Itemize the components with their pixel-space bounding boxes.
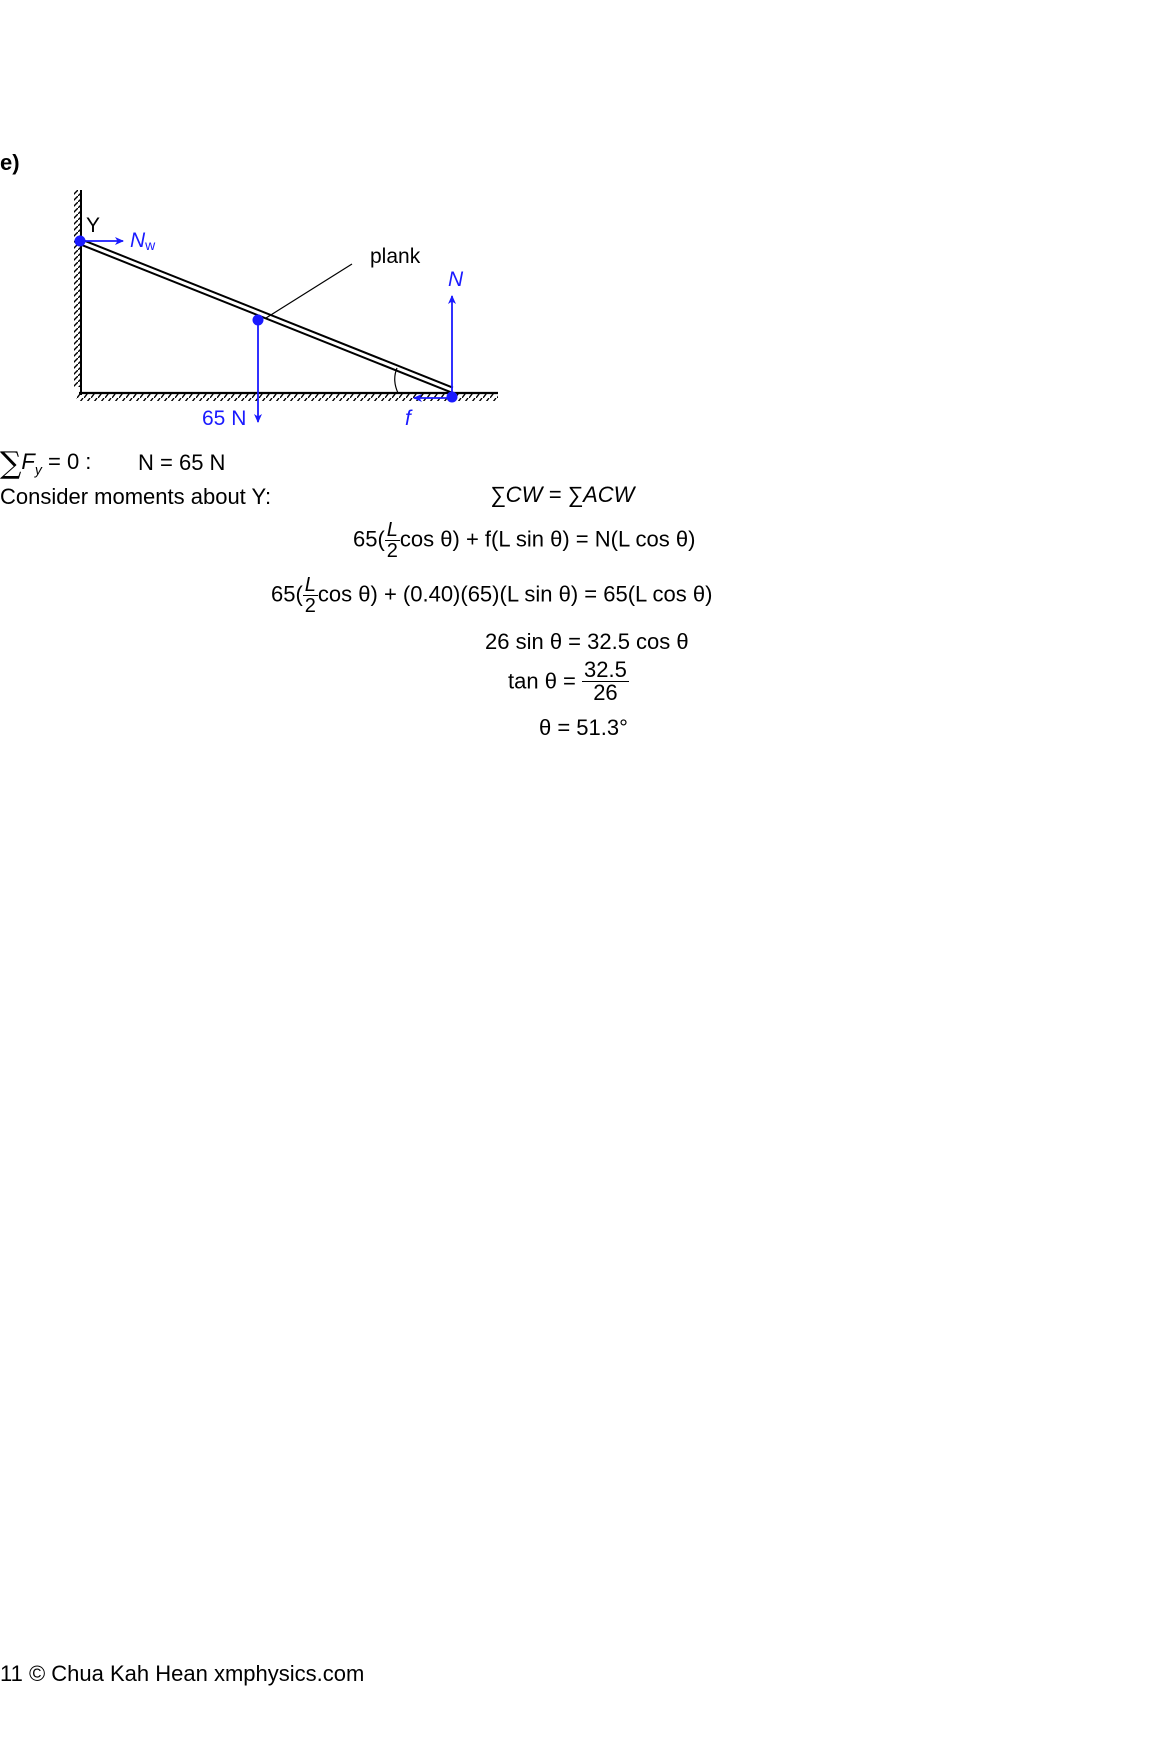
normal-force-label: N [448,268,464,291]
tan-lhs: tan θ = [508,668,576,694]
page-footer: 11 © Chua Kah Hean xmphysics.com [0,1661,365,1686]
moment-equation-1 [353,520,695,561]
eq1-suffix: cos θ) + f(L sin θ) = N(L cos θ) [399,526,696,552]
cw-acw-equation: ∑CW = ∑ACW [490,482,635,507]
eq2-frac-num: L [304,574,316,596]
eq1-frac-num: L [386,519,398,541]
wall-force-label: Nw [130,229,156,253]
tan-equation [508,659,629,704]
normal-result: N = 65 N [138,450,226,475]
sum-fy-equation: $\sum F_y = 0$ : [0,446,92,481]
eq2-suffix: cos θ) + (0.40)(65)(L sin θ) = 65(L cos θ) [317,581,713,607]
eq1-prefix: 65( [353,526,385,552]
friction-label: f [405,407,411,430]
tan-fraction [582,659,629,704]
sum-fy-sub: y [34,461,42,478]
eq2-frac-den: 2 [304,595,316,617]
point-y-dot [75,236,86,247]
eq2-fraction [303,575,318,616]
sum-fy-rhs: = 0 : [48,449,92,474]
part-label: e) [0,150,20,175]
bottom-contact-dot [447,392,458,403]
theta-result: θ = 51.3° [539,715,628,740]
tan-frac-den: 26 [582,681,629,704]
tan-frac-num: 32.5 [584,657,627,682]
weight-label: 65 N [202,407,247,430]
moment-equation-2 [271,575,712,616]
floor [76,393,498,401]
wall [74,190,82,395]
moment-equation-3: 26 sin θ = 32.5 cos θ [485,629,689,654]
plank-force-diagram [0,190,560,480]
eq1-fraction [385,520,400,561]
moments-intro: Consider moments about Y: [0,484,272,509]
plank-label: plank [370,245,421,268]
center-of-mass-dot [253,315,264,326]
eq1-frac-den: 2 [386,540,398,562]
eq2-prefix: 65( [271,581,303,607]
point-y-label: Y [86,214,101,237]
plank-leader-line [266,264,352,318]
